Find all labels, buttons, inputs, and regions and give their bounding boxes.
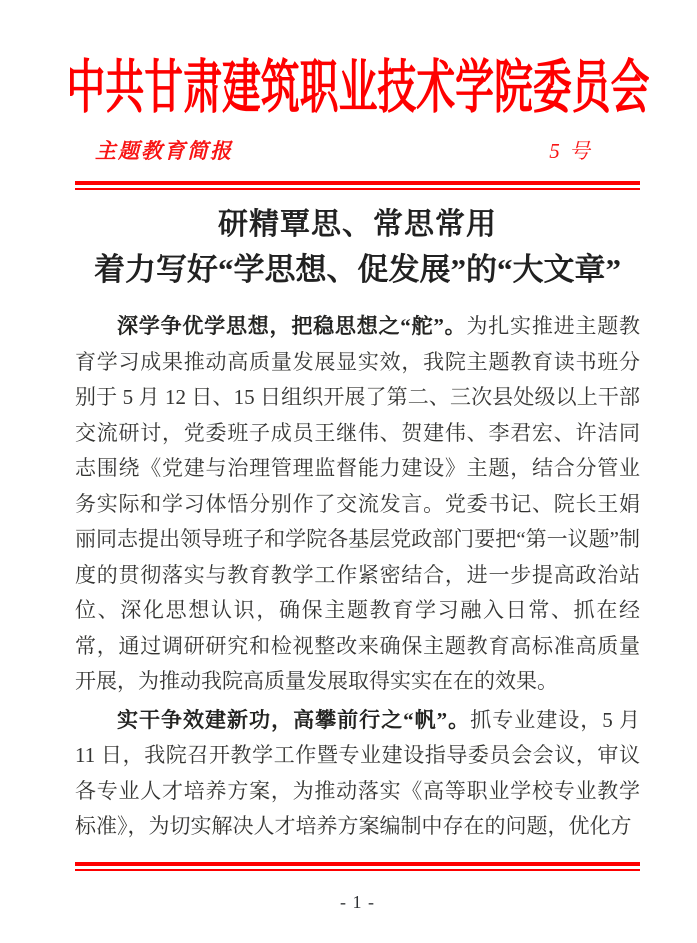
paragraph-2-text: 抓专业建设，5 月 11 日，我院召开教学工作暨专业建设指导委员会会议，审议各专业人才培养方案，为推动落实《高等职业学校专业教学标准》，为切实解决人才培养方案编制中存在的问题，优化方 xyxy=(75,707,641,838)
paragraph-1 xyxy=(75,309,640,700)
footer-rule-thin xyxy=(75,869,640,871)
masthead xyxy=(66,55,649,120)
paragraph-2 xyxy=(75,703,640,845)
article-title-line1: 研精覃思、常思常用 xyxy=(218,208,497,241)
masthead-org-title: 中共甘肃建筑职业技术学院委员会 xyxy=(66,55,649,120)
footer-divider xyxy=(75,862,640,871)
page-number: - 1 - xyxy=(340,891,375,912)
paragraph-1-text: 为扎实推进主题教育学习成果推动高质量发展显实效，我院主题教育读书班分别于 5 月 12 日、15 日组织开展了第二、三次县处级以上干部交流研讨，党委班子成员王继伟、贺建伟、李君宏、许洁同志围绕《党建与治理管理监督能力建设》主题，结合分管业务实际和学习体悟分别作了交流发言。党委书记、院长王娟丽同志提出领导班子和学院各基层党政部门要把“第一议题”制度的贯彻落实与教育教学工作紧密结合，进一步提高政治站位、深化思想认识，确保主题教育学习融入日常、抓在经常，通过调研研究和检视整改来确保主题教育高标准高质量开展，为推动我院高质量发展取得实实在在的效果。 xyxy=(75,314,641,693)
paragraph-2-lead: 实干争效建新功，高攀前行之“帆”。 xyxy=(117,707,471,732)
header-divider xyxy=(75,181,640,190)
header-rule-thick xyxy=(75,181,640,185)
article-title xyxy=(75,205,640,292)
issue-number: 5 号 xyxy=(549,139,592,163)
article-body xyxy=(75,309,640,845)
header-rule-thin xyxy=(75,188,640,190)
bulletin-name: 主题教育简报 xyxy=(95,139,233,163)
brief-row xyxy=(75,137,640,165)
paragraph-1-lead: 深学争优学思想，把稳思想之“舵”。 xyxy=(117,314,467,338)
footer-rule-thick xyxy=(75,862,640,866)
article-title-line2: 着力写好“学思想、促发展”的“大文章” xyxy=(94,252,621,287)
